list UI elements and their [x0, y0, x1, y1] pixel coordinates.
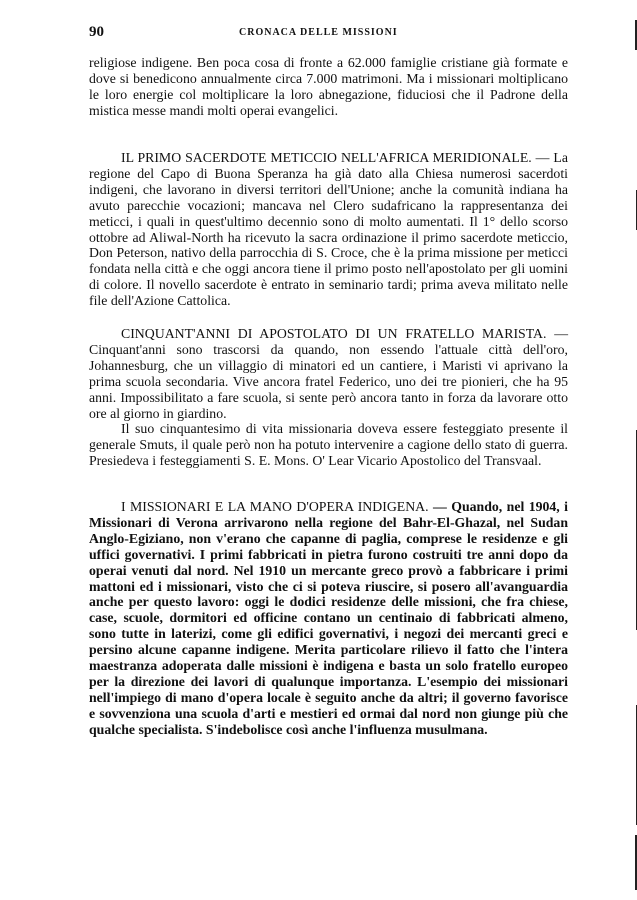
article-paragraph [89, 499, 568, 738]
article-primo-sacerdote [89, 150, 568, 309]
article-heading: IL PRIMO SACERDOTE METICCIO NELL'AFRICA MERIDIONALE. [121, 150, 532, 165]
article-paragraph [89, 150, 568, 309]
article-body: — Quando, nel 1904, i Missionari di Verona arrivarono nella regione del Bahr-El-Ghazal, nel Sudan Anglo-Egiziano, non v'erano che capanne di paglia, comprese le residenze e gli uffici governativi. I primi fabbricati in pietra furono costruiti tre anni dopo da operai venuti dal nord. Nel 1910 un mercante greco provò a fabbricare i primi mattoni ed i missionari, visto che ci si poteva riuscire, si posero all'avanguardia anche per questo lavoro: oggi le dodici residenze delle missioni, che fra chiese, case, scuole, dormitori ed officine contano un centinaio di fabbricati almeno, sono tutte in laterizi, come gli edifici governativi, i negozi dei mercanti greci e persino alcune capanne indigene. Merita particolare rilievo il fatto che l'intera maestranza adoperata dalle missioni è indigena e basta un solo fratello europeo per la direzione dei lavori di qualunque importanza. L'esempio dei missionari nell'impiego di mano d'opera locale è seguito anche da altri; il governo favorisce e sovvenziona una scuola d'arti e mestieri ed ormai dal nord non giunge più che qualche specialista. S'indebolisce così anche l'influenza musulmana. [89, 499, 568, 737]
article-body: — La regione del Capo di Buona Speranza ha già dato alla Chiesa numerosi sacerdoti indigeni, che lavorano in diversi territori dell'Unione; anche la comunità indiana ha avuto parecchie vocazioni; mancava nel Clero sudafricano la rappresentanza dei meticci, i quali in quest'ultimo decennio sono di molto aumentati. Il 1° dello scorso ottobre ad Aliwal-North ha ricevuto la sacra ordinazione il primo sacerdote meticcio, Don Peterson, nativo della parrocchia di S. Croce, che è la prima missione per meticci fondata nella città e che oggi ancora tiene il primo posto nell'apostolato per gli uomini di colore. Il novello sacerdote è entrato in seminario tardi; prima aveva militato nelle file dell'Azione Cattolica. [89, 150, 568, 309]
scan-edge-marks [631, 0, 637, 900]
article-heading: I MISSIONARI E LA MANO D'OPERA INDIGENA. [121, 499, 429, 514]
running-title: CRONACA DELLE MISSIONI [239, 27, 398, 38]
article-mano-opera [89, 499, 568, 738]
article-heading: CINQUANT'ANNI DI APOSTOLATO DI UN FRATELLO MARISTA. [121, 326, 547, 341]
article-body: — Cinquant'anni sono trascorsi da quando, non essendo l'attuale città dell'oro, Johannesburg, che un villaggio di minatori ed un cantiere, i Maristi vi aprivano la prima scuola secondaria. Vive ancora fratel Federico, uno dei tre pionieri, che ha 95 anni. Impossibilitato a fare scuola, si sente però ancora tanto in forza da lavorare otto ore al giorno in giardino. [89, 326, 568, 421]
intro-paragraph-block [89, 55, 568, 119]
article-paragraph: Il suo cinquantesimo di vita missionaria doveva essere festeggiato presente il generale Smuts, il quale però non ha potuto intervenire a cagione dello stato di guerra. Presiedeva i festeggiamenti S. E. Mons. O' Lear Vicario Apostolico del Transvaal. [89, 421, 568, 469]
page-number: 90 [89, 24, 104, 40]
intro-paragraph: religiose indigene. Ben poca cosa di fronte a 62.000 famiglie cristiane già formate e dove si benedicono annualmente circa 7.000 matrimoni. Ma i missionari moltiplicano le loro energie col moltiplicare la loro abnegazione, fiduciosi che il Padrone della mistica messe mandi molti operai evangelici. [89, 55, 568, 118]
article-cinquant-anni [89, 326, 568, 469]
page-header [89, 24, 579, 44]
article-paragraph [89, 326, 568, 421]
